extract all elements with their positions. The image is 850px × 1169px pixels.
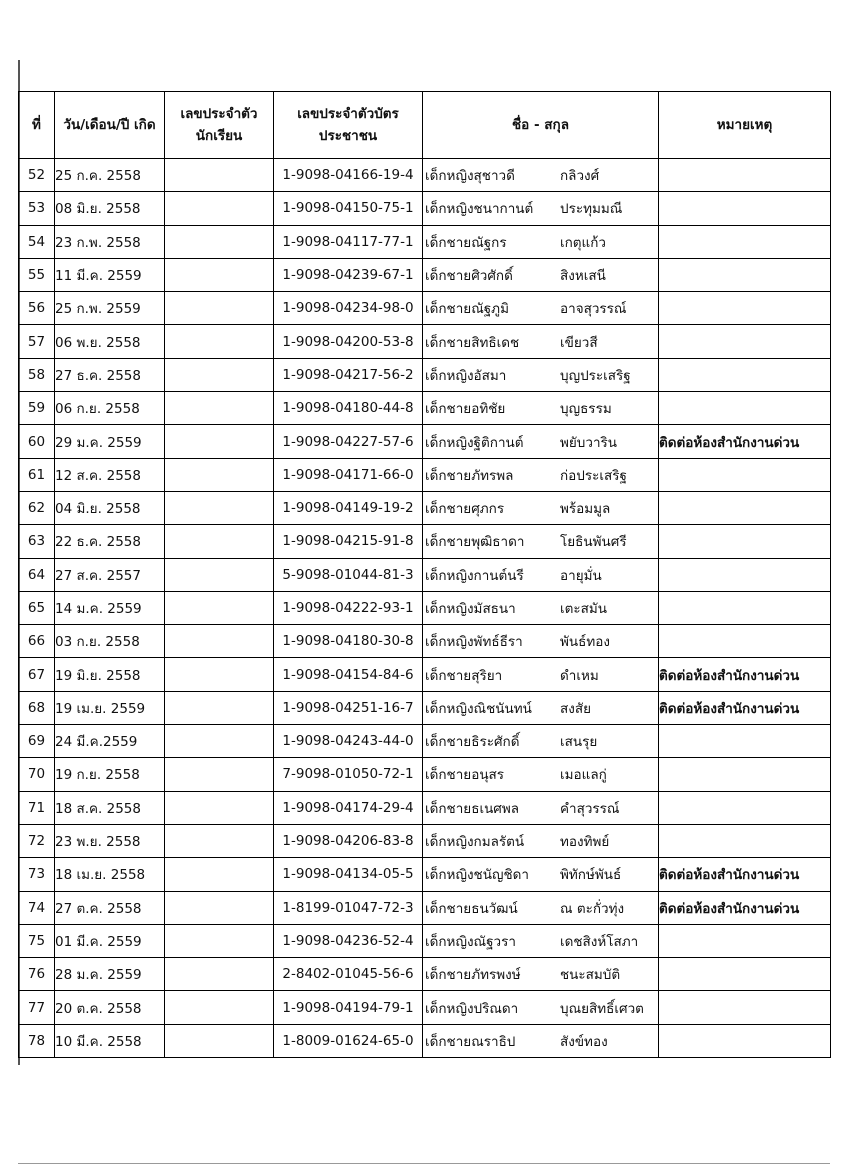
last-name: โยธินพันศรี (560, 534, 627, 551)
birth-date: 23 ก.พ. 2558 (55, 225, 165, 258)
remark (659, 225, 831, 258)
national-id: 1-9098-04227-57-6 (274, 425, 423, 458)
national-id: 1-9098-04222-93-1 (274, 591, 423, 624)
row-number: 62 (19, 491, 55, 524)
row-number: 69 (19, 725, 55, 758)
student-id (165, 1024, 274, 1057)
last-name: พยับวาริน (560, 434, 618, 451)
row-number: 57 (19, 325, 55, 358)
first-name: เด็กชายศิวศักดิ์ (425, 268, 513, 285)
remark (659, 591, 831, 624)
student-id (165, 991, 274, 1024)
header-national-id (274, 92, 423, 159)
row-number: 52 (19, 159, 55, 192)
last-name: เสนรุย (560, 734, 598, 751)
student-id (165, 958, 274, 991)
student-id (165, 425, 274, 458)
student-id (165, 525, 274, 558)
student-id (165, 325, 274, 358)
national-id: 1-9098-04194-79-1 (274, 991, 423, 1024)
full-name (423, 392, 659, 425)
last-name: ทองทิพย์ (560, 834, 610, 851)
last-name: อายุมั่น (560, 567, 602, 584)
table-row (19, 392, 831, 425)
full-name (423, 358, 659, 391)
full-name (423, 192, 659, 225)
first-name: เด็กหญิงณิชนันทน์ (425, 700, 532, 717)
remark (659, 159, 831, 192)
full-name (423, 924, 659, 957)
row-number: 66 (19, 625, 55, 658)
remark (659, 758, 831, 791)
national-id: 1-9098-04251-16-7 (274, 691, 423, 724)
birth-date: 08 มิ.ย. 2558 (55, 192, 165, 225)
birth-date: 19 เม.ย. 2559 (55, 691, 165, 724)
last-name: พิทักษ์พันธ์ (560, 867, 622, 884)
bottom-margin-rule (18, 1163, 830, 1164)
last-name: พร้อมมูล (560, 501, 611, 518)
table-row (19, 325, 831, 358)
full-name (423, 458, 659, 491)
last-name: สิงหเสนี (560, 268, 606, 285)
birth-date: 27 ธ.ค. 2558 (55, 358, 165, 391)
birth-date: 01 มี.ค. 2559 (55, 924, 165, 957)
table-row (19, 625, 831, 658)
national-id: 1-9098-04166-19-4 (274, 159, 423, 192)
national-id: 1-9098-04243-44-0 (274, 725, 423, 758)
student-id (165, 924, 274, 957)
national-id: 1-8199-01047-72-3 (274, 891, 423, 924)
full-name (423, 525, 659, 558)
row-number: 68 (19, 691, 55, 724)
header-row (19, 92, 831, 159)
birth-date: 22 ธ.ค. 2558 (55, 525, 165, 558)
student-id (165, 824, 274, 857)
first-name: เด็กชายสิทธิเดช (425, 334, 520, 351)
birth-date: 27 ต.ค. 2558 (55, 891, 165, 924)
full-name (423, 325, 659, 358)
birth-date: 06 ก.ย. 2558 (55, 392, 165, 425)
student-id (165, 758, 274, 791)
national-id: 5-9098-01044-81-3 (274, 558, 423, 591)
remark (659, 558, 831, 591)
birth-date: 03 ก.ย. 2558 (55, 625, 165, 658)
table-row (19, 225, 831, 258)
student-id (165, 292, 274, 325)
student-id (165, 691, 274, 724)
header-no: ที่ (19, 92, 55, 159)
first-name: เด็กหญิงกมลรัตน์ (425, 834, 525, 851)
last-name: เขียวสี (560, 334, 598, 351)
first-name: เด็กหญิงปริณดา (425, 1000, 519, 1017)
national-id: 2-8402-01045-56-6 (274, 958, 423, 991)
table-row (19, 292, 831, 325)
national-id: 1-9098-04236-52-4 (274, 924, 423, 957)
student-id (165, 625, 274, 658)
row-number: 53 (19, 192, 55, 225)
full-name (423, 591, 659, 624)
student-id (165, 358, 274, 391)
last-name: ก่อประเสริฐ (560, 467, 627, 484)
full-name (423, 958, 659, 991)
last-name: ดำเหม (560, 667, 599, 684)
last-name: บุญประเสริฐ (560, 367, 631, 384)
table-row (19, 258, 831, 291)
student-id (165, 658, 274, 691)
remark (659, 824, 831, 857)
birth-date: 12 ส.ค. 2558 (55, 458, 165, 491)
national-id: 1-9098-04215-91-8 (274, 525, 423, 558)
first-name: เด็กหญิงฐิติกานต์ (425, 434, 524, 451)
national-id: 1-9098-04171-66-0 (274, 458, 423, 491)
student-id (165, 791, 274, 824)
full-name (423, 159, 659, 192)
first-name: เด็กหญิงณัฐวรา (425, 933, 516, 950)
table-row (19, 924, 831, 957)
first-name: เด็กชายภัทรพงษ์ (425, 967, 521, 984)
last-name: เดชสิงห์โสภา (560, 933, 639, 950)
remark (659, 924, 831, 957)
first-name: เด็กชายณัฐกร (425, 234, 507, 251)
remark (659, 991, 831, 1024)
first-name: เด็กหญิงอัสมา (425, 367, 507, 384)
header-student-id-line2: นักเรียน (195, 128, 243, 144)
birth-date: 25 ก.พ. 2559 (55, 292, 165, 325)
first-name: เด็กหญิงกานต์นรี (425, 567, 524, 584)
first-name: เด็กหญิงพัทธ์ธีรา (425, 634, 523, 651)
remark (659, 392, 831, 425)
full-name (423, 691, 659, 724)
table-row (19, 591, 831, 624)
national-id: 1-9098-04134-05-5 (274, 858, 423, 891)
national-id: 1-8009-01624-65-0 (274, 1024, 423, 1057)
full-name (423, 225, 659, 258)
full-name (423, 292, 659, 325)
student-id (165, 591, 274, 624)
last-name: สงสัย (560, 700, 591, 717)
remark (659, 1024, 831, 1057)
birth-date: 06 พ.ย. 2558 (55, 325, 165, 358)
birth-date: 19 มิ.ย. 2558 (55, 658, 165, 691)
first-name: เด็กชายอนุสร (425, 767, 505, 784)
last-name: อาจสุวรรณ์ (560, 301, 627, 318)
national-id: 1-9098-04149-19-2 (274, 491, 423, 524)
student-id (165, 392, 274, 425)
row-number: 73 (19, 858, 55, 891)
first-name: เด็กชายณัฐภูมิ (425, 301, 509, 318)
table-row (19, 425, 831, 458)
table-row (19, 458, 831, 491)
full-name (423, 891, 659, 924)
student-id (165, 458, 274, 491)
birth-date: 27 ส.ค. 2557 (55, 558, 165, 591)
birth-date: 28 ม.ค. 2559 (55, 958, 165, 991)
student-id (165, 192, 274, 225)
student-id (165, 491, 274, 524)
table-row (19, 725, 831, 758)
last-name: บุณยสิทธิ์เศวต (560, 1000, 644, 1017)
birth-date: 25 ก.ค. 2558 (55, 159, 165, 192)
national-id: 1-9098-04174-29-4 (274, 791, 423, 824)
first-name: เด็กหญิงมัสธนา (425, 601, 516, 617)
remark (659, 292, 831, 325)
last-name: ชนะสมบัติ (560, 967, 621, 984)
student-id (165, 858, 274, 891)
row-number: 60 (19, 425, 55, 458)
table-row (19, 525, 831, 558)
last-name: สังข์ทอง (560, 1033, 608, 1050)
national-id: 1-9098-04180-44-8 (274, 392, 423, 425)
first-name: เด็กชายอทิชัย (425, 401, 506, 418)
student-id (165, 891, 274, 924)
row-number: 61 (19, 458, 55, 491)
row-number: 63 (19, 525, 55, 558)
row-number: 54 (19, 225, 55, 258)
student-id (165, 225, 274, 258)
remark: ติดต่อห้องสำนักงานด่วน (659, 891, 831, 924)
table-row (19, 758, 831, 791)
national-id: 1-9098-04154-84-6 (274, 658, 423, 691)
remark (659, 358, 831, 391)
header-national-id-line2: ประชาชน (318, 128, 378, 144)
last-name: กลิวงศ์ (560, 168, 600, 185)
row-number: 64 (19, 558, 55, 591)
table-row (19, 192, 831, 225)
first-name: เด็กหญิงสุชาวดี (425, 168, 515, 185)
row-number: 67 (19, 658, 55, 691)
student-roster-table (18, 91, 831, 1058)
header-student-id-line1: เลขประจำตัว (180, 106, 258, 122)
birth-date: 20 ต.ค. 2558 (55, 991, 165, 1024)
full-name (423, 425, 659, 458)
last-name: พันธ์ทอง (560, 634, 610, 651)
row-number: 77 (19, 991, 55, 1024)
row-number: 58 (19, 358, 55, 391)
row-number: 74 (19, 891, 55, 924)
full-name (423, 625, 659, 658)
table-row (19, 991, 831, 1024)
first-name: เด็กชายณราธิป (425, 1033, 516, 1050)
remark (659, 625, 831, 658)
header-dob: วัน/เดือน/ปี เกิด (55, 92, 165, 159)
birth-date: 14 ม.ค. 2559 (55, 591, 165, 624)
birth-date: 04 มิ.ย. 2558 (55, 491, 165, 524)
full-name (423, 725, 659, 758)
row-number: 59 (19, 392, 55, 425)
roster-body (19, 159, 831, 1058)
full-name (423, 1024, 659, 1057)
birth-date: 29 ม.ค. 2559 (55, 425, 165, 458)
remark (659, 725, 831, 758)
birth-date: 10 มี.ค. 2558 (55, 1024, 165, 1057)
row-number: 70 (19, 758, 55, 791)
birth-date: 18 เม.ย. 2558 (55, 858, 165, 891)
first-name: เด็กชายภัทรพล (425, 467, 514, 484)
row-number: 72 (19, 824, 55, 857)
row-number: 75 (19, 924, 55, 957)
remark (659, 491, 831, 524)
remark (659, 192, 831, 225)
birth-date: 18 ส.ค. 2558 (55, 791, 165, 824)
table-row (19, 358, 831, 391)
full-name (423, 791, 659, 824)
row-number: 76 (19, 958, 55, 991)
first-name: เด็กหญิงชนัญชิดา (425, 867, 529, 884)
first-name: เด็กชายศุภกร (425, 501, 505, 518)
last-name: คำสุวรรณ์ (560, 800, 620, 817)
birth-date: 23 พ.ย. 2558 (55, 824, 165, 857)
national-id: 1-9098-04217-56-2 (274, 358, 423, 391)
student-id (165, 558, 274, 591)
table-row (19, 858, 831, 891)
header-national-id-line1: เลขประจำตัวบัตร (297, 106, 399, 122)
table-row (19, 791, 831, 824)
last-name: ณ ตะกั่วทุ่ง (560, 900, 625, 917)
birth-date: 19 ก.ย. 2558 (55, 758, 165, 791)
student-id (165, 159, 274, 192)
national-id: 1-9098-04180-30-8 (274, 625, 423, 658)
row-number: 55 (19, 258, 55, 291)
full-name (423, 658, 659, 691)
birth-date: 24 มี.ค.2559 (55, 725, 165, 758)
national-id: 1-9098-04234-98-0 (274, 292, 423, 325)
national-id: 7-9098-01050-72-1 (274, 758, 423, 791)
remark: ติดต่อห้องสำนักงานด่วน (659, 858, 831, 891)
table-row (19, 1024, 831, 1057)
first-name: เด็กหญิงชนากานต์ (425, 201, 534, 218)
last-name: บุญธรรม (560, 401, 612, 418)
first-name: เด็กชายธนวัฒน์ (425, 900, 518, 917)
national-id: 1-9098-04150-75-1 (274, 192, 423, 225)
remark (659, 525, 831, 558)
remark: ติดต่อห้องสำนักงานด่วน (659, 425, 831, 458)
first-name: เด็กชายสุริยา (425, 667, 503, 684)
remark (659, 458, 831, 491)
row-number: 71 (19, 791, 55, 824)
national-id: 1-9098-04239-67-1 (274, 258, 423, 291)
table-row (19, 891, 831, 924)
table-row (19, 958, 831, 991)
first-name: เด็กชายพุฒิธาดา (425, 534, 525, 551)
first-name: เด็กชายธเนศพล (425, 800, 520, 817)
header-student-id (165, 92, 274, 159)
remark (659, 791, 831, 824)
header-note: หมายเหตุ (659, 92, 831, 159)
full-name (423, 758, 659, 791)
row-number: 78 (19, 1024, 55, 1057)
remark (659, 958, 831, 991)
remark: ติดต่อห้องสำนักงานด่วน (659, 658, 831, 691)
last-name: ประทุมมณี (560, 201, 623, 218)
header-name: ชื่อ - สกุล (423, 92, 659, 159)
table-row (19, 824, 831, 857)
birth-date: 11 มี.ค. 2559 (55, 258, 165, 291)
table-row (19, 558, 831, 591)
row-number: 56 (19, 292, 55, 325)
table-row (19, 159, 831, 192)
remark: ติดต่อห้องสำนักงานด่วน (659, 691, 831, 724)
full-name (423, 991, 659, 1024)
first-name: เด็กชายธิระศักดิ์ (425, 734, 520, 751)
full-name (423, 858, 659, 891)
full-name (423, 258, 659, 291)
row-number: 65 (19, 591, 55, 624)
table-row (19, 691, 831, 724)
last-name: เตะสมัน (560, 601, 607, 617)
table-row (19, 491, 831, 524)
national-id: 1-9098-04117-77-1 (274, 225, 423, 258)
table-row (19, 658, 831, 691)
last-name: เมอแลกู่ (560, 767, 607, 784)
remark (659, 258, 831, 291)
full-name (423, 824, 659, 857)
full-name (423, 491, 659, 524)
last-name: เกตุแก้ว (560, 234, 607, 251)
student-id (165, 725, 274, 758)
national-id: 1-9098-04200-53-8 (274, 325, 423, 358)
national-id: 1-9098-04206-83-8 (274, 824, 423, 857)
student-id (165, 258, 274, 291)
remark (659, 325, 831, 358)
full-name (423, 558, 659, 591)
